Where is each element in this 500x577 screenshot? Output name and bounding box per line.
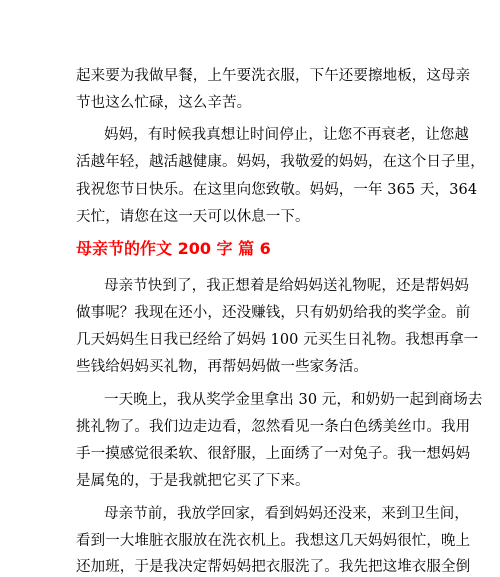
paragraph-2-line-4: 天忙，请您在这一天可以休息一下。 — [76, 209, 310, 225]
section-heading: 母亲节的作文 200 字 篇 6 — [76, 239, 271, 258]
paragraph-2-line-2: 活越年轻，越活越健康。妈妈，我敬爱的妈妈，在这个日子里， — [76, 154, 485, 170]
paragraph-4-line-3: 手一摸感觉很柔软、很舒服，上面绣了一对兔子。我一想妈妈 — [76, 446, 471, 462]
paragraph-3-line-3: 几天妈妈生日我已经给了妈妈 100 元买生日礼物。我想再拿一 — [76, 332, 479, 348]
paragraph-2-line-1: 妈妈，有时候我真想让时间停止，让您不再衰老，让您越 — [104, 127, 469, 143]
paragraph-3-line-1: 母亲节快到了，我正想着是给妈妈送礼物呢，还是帮妈妈 — [104, 278, 469, 294]
paragraph-5-line-1: 母亲节前，我放学回家，看到妈妈还没来，来到卫生间， — [104, 506, 469, 522]
paragraph-5-line-2: 看到一大堆脏衣服放在洗衣机上。我想这几天妈妈很忙，晚上 — [76, 533, 471, 549]
paragraph-5-line-3: 还加班，于是我决定帮妈妈把衣服洗了。我先把这堆衣服全倒 — [76, 559, 471, 575]
paragraph-1-line-2: 节也这么忙碌，这么辛苦。 — [76, 95, 252, 111]
paragraph-4-line-1: 一天晚上，我从奖学金里拿出 30 元，和奶奶一起到商场去 — [104, 392, 483, 408]
paragraph-2-line-3: 我祝您节日快乐。在这里向您致敬。妈妈，一年 365 天，364 — [76, 182, 478, 198]
paragraph-3-line-2: 做事呢？我现在还小，还没赚钱，只有奶奶给我的奖学金。前 — [76, 305, 471, 321]
paragraph-1-line-1: 起来要为我做早餐，上午要洗衣服，下午还要擦地板，这母亲 — [76, 68, 471, 84]
paragraph-4-line-4: 是属兔的，于是我就把它买了下来。 — [76, 473, 310, 489]
paragraph-3-line-4: 些钱给妈妈买礼物，再帮妈妈做一些家务活。 — [76, 359, 368, 375]
paragraph-4-line-2: 挑礼物了。我们边走边看，忽然看见一条白色绣美丝巾。我用 — [76, 419, 471, 435]
